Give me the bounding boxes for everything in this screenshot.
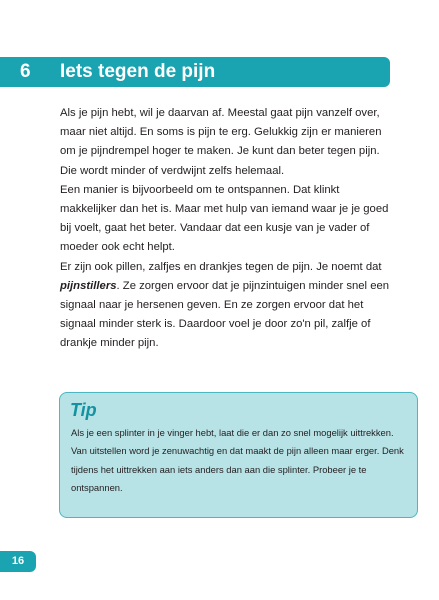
tip-title: Tip — [70, 400, 97, 420]
paragraph-3-end: . Ze zorgen ervoor dat je pijnzintuigen minder snel een signaal naar je hersenen geven. En ze zorgen ervoor dat het signaal minder sterk is. Daardoor voel je door zo'n pil, zalfje of drankje minder pijn. — [60, 279, 390, 350]
chapter-header — [0, 57, 390, 87]
chapter-title: Iets tegen de pijn — [60, 61, 216, 82]
paragraph-2: Een manier is bijvoorbeeld om te ontspannen. Dat klinkt makkelijker dan het is. Maar met hulp van iemand waar je je goed bij voelt, gaat het beter. Vandaar dat een kusje van je vader of moeder ook echt helpt. — [60, 183, 389, 254]
tip-box — [59, 392, 418, 518]
page-number: 16 — [0, 551, 36, 572]
paragraph-3 — [60, 258, 398, 354]
chapter-number: 6 — [20, 61, 31, 82]
paragraph-3-start: Er zijn ook pillen, zalfjes en drankjes tegen de pijn. Je noemt dat — [60, 260, 382, 273]
paragraph-1: Als je pijn hebt, wil je daarvan af. Meestal gaat pijn vanzelf over, maar niet altijd. En soms is pijn te erg. Gelukkig zijn er manieren om je pijndrempel hoger te maken. Je kunt dan beter tegen pijn. Die wordt minder of verdwijnt zelfs helemaal. — [60, 107, 382, 177]
tip-text: Als je een splinter in je vinger hebt, laat die er dan zo snel mogelijk uittrekken. Van uitstellen word je zenuwachtig en dat maakt de pijn alleen maar erger. Denk tijdens het uittrekken aan iets anders dan aan die splinter. Probeer je te ontspannen. — [71, 427, 404, 493]
body-text — [60, 104, 398, 354]
term-pijnstillers: pijnstillers — [60, 279, 117, 292]
